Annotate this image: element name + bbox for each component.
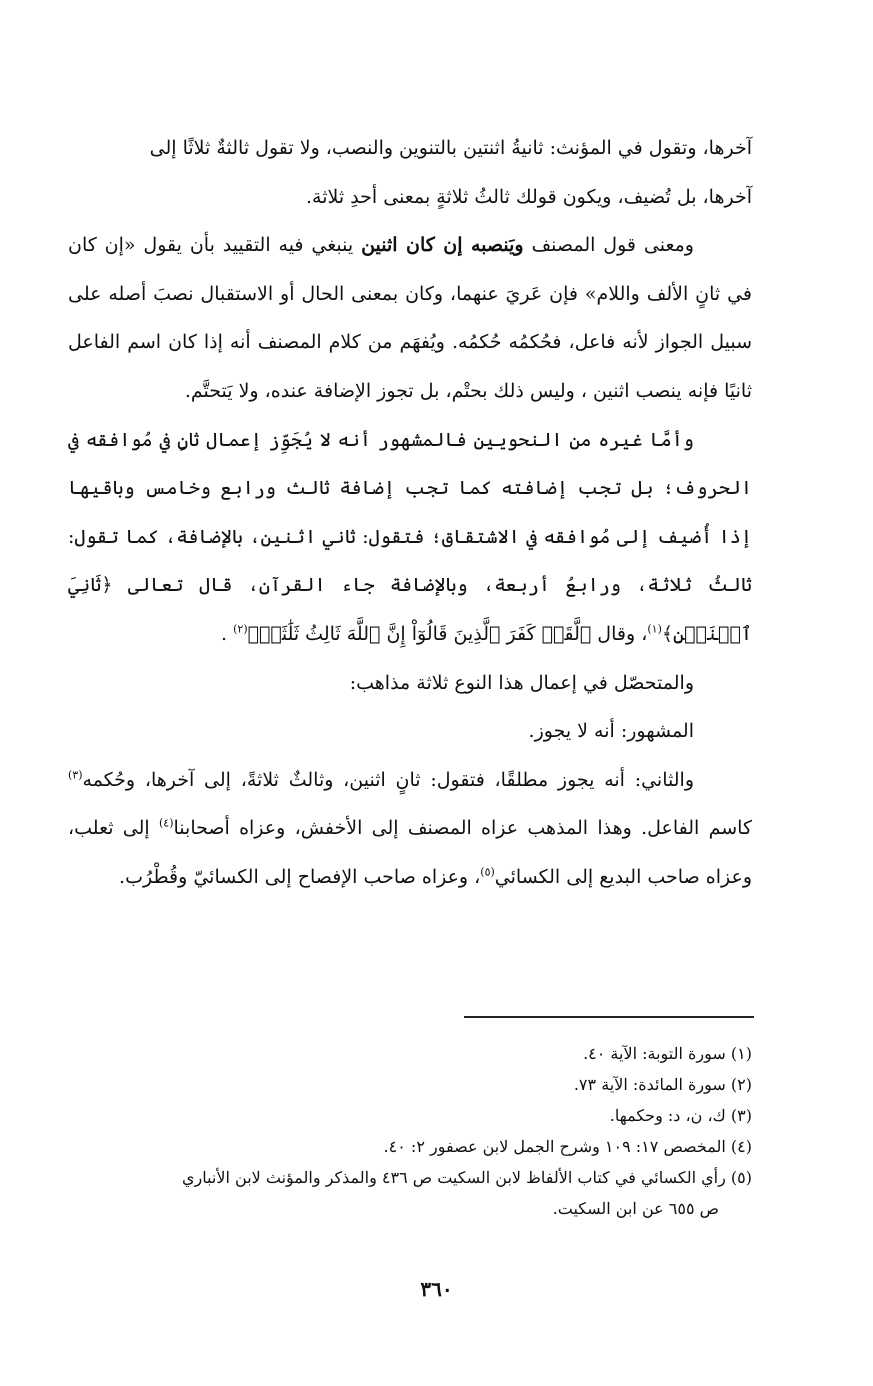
footnote-4: (٤) المخصص ١٧: ١٠٩ وشرح الجمل لابن عصفور ٢: ٤٠. xyxy=(383,1137,752,1156)
page-number: ٣٦٠ xyxy=(420,1277,453,1301)
footnote-1: (١) سورة التوبة: الآية ٤٠. xyxy=(583,1044,752,1063)
footnote-ref-1: (١) xyxy=(647,622,662,636)
quran-verse-1: ﴿ثَانِيَ ٱثۡنَيۡنِ﴾ xyxy=(68,574,752,645)
paragraph-1 xyxy=(68,124,752,221)
paragraph-3-text-b: ، وقال xyxy=(591,622,648,645)
main-text xyxy=(68,124,752,902)
paragraph-4: والمتحصّل في إعمال هذا النوع ثلاثة مذاهب: xyxy=(349,671,694,694)
paragraph-2-text-a: ومعنى قول المصنف xyxy=(523,234,694,257)
paragraph-6-text-b: كاسم الفاعل. وهذا المذهب عزاه المصنف إلى الأخفش، وعزاه أصحابنا xyxy=(173,817,752,840)
paragraph-6-text-a: والثاني: أنه يجوز مطلقًا، فتقول: ثانٍ اثنين، وثالثٌ ثلاثةً، إلى آخرها، وحُكمه xyxy=(82,768,694,791)
author-quote-bold: ويَنصبه إن كان اثنين xyxy=(361,234,524,257)
paragraph-5: المشهور: أنه لا يجوز. xyxy=(528,720,694,743)
paragraph-3 xyxy=(68,416,752,659)
footnote-ref-4: (٤) xyxy=(159,816,174,830)
footnote-5: (٥) رأي الكسائي في كتاب الألفاظ لابن السكيت ص ٤٣٦ والمذكر والمؤنث لابن الأنباري xyxy=(181,1168,752,1187)
footnote-ref-5: (٥) xyxy=(480,865,495,879)
paragraph-3-text-c: . xyxy=(221,622,234,645)
footnote-separator xyxy=(464,1016,754,1018)
footnote-5-continuation: ص ٦٥٥ عن ابن السكيت. xyxy=(552,1199,719,1218)
paragraph-6-text-c: إلى ثعلب، وعزاه صاحب البديع إلى الكسائي xyxy=(68,817,752,888)
paragraph-2 xyxy=(68,221,752,415)
footnote-3: (٣) ك، ن، د: وحكمها. xyxy=(609,1106,752,1125)
paragraph-3-text-a: وأمَّا غيره من النحويين فالمشهور أنه لا يُجَوِّز إعمال ثانٍ في مُوافقه في الحروف؛ بل تجب إضافته كما تجب إضافة ثالث ورابع وخامس وباقيها إذا أُضيف إلى مُوافقه في الاشتقاق؛ فتقول: ثاني اثنين، بالإضافة، كما تقول: ثالثُ ثلاثة، ورابعُ أربعة، وبالإضافة جاء القرآن، قال تعالى xyxy=(68,428,752,597)
paragraph-2-text-b: ينبغي فيه التقييد بأن يقول «إن كان في ثانٍ الألف واللام» فإن عَريَ عنهما، وكان بمعنى الحال أو الاستقبال نصبَ أصله على سبيل الجواز لأنه فاعل، فحُكمُه حُكمُه. ويُفهَم من كلام المصنف أنه إذا كان اسم الفاعل ثانيًا فإنه ينصب اثنين ، وليس ذلك بحتْم، بل تجوز الإضافة عنده، ولا يَتحتَّم. xyxy=(68,234,752,402)
footnote-2: (٢) سورة المائدة: الآية ٧٣. xyxy=(573,1075,752,1094)
footnotes xyxy=(68,1038,752,1224)
paragraph-1-line-1: آخرها، وتقول في المؤنث: ثانيةُ اثنتين بالتنوين والنصب، ولا تقول ثالثةٌ ثلاثًا إلى xyxy=(149,137,752,159)
quran-verse-2: ﴿لَّقَدۡ كَفَرَ ٱلَّذِينَ قَالُوٓاْ إِنَّ ٱللَّهَ ثَالِثُ ثَلَٰثَةٖ﴾ xyxy=(247,622,592,645)
footnote-ref-3: (٣) xyxy=(68,768,83,782)
footnote-ref-2: (٢) xyxy=(233,622,248,636)
paragraph-1-line-2: آخرها، بل تُضيف، ويكون قولك ثالثُ ثلاثةٍ بمعنى أحدِ ثلاثة. xyxy=(306,185,752,208)
paragraph-6 xyxy=(68,756,752,902)
paragraph-6-text-d: ، وعزاه صاحب الإفصاح إلى الكسائيّ وقُطْرُب. xyxy=(119,865,481,888)
